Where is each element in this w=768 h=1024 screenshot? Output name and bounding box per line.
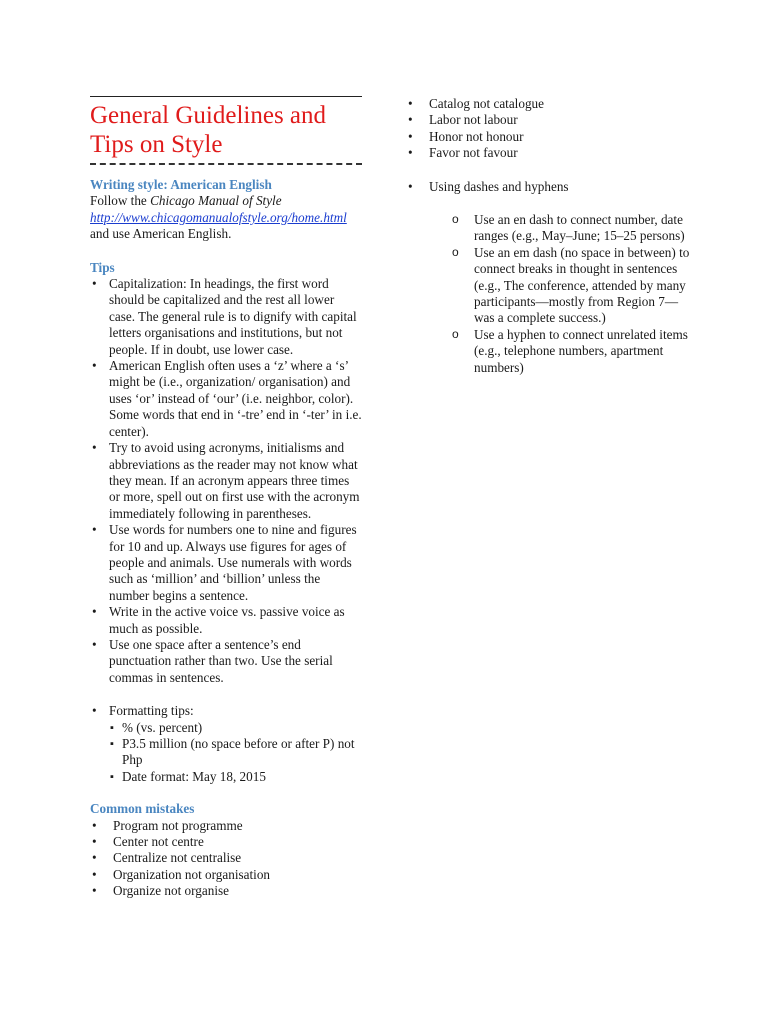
common-mistakes-list — [90, 818, 362, 900]
right-column — [406, 96, 696, 376]
title-top-rule — [90, 96, 362, 97]
tips-heading: Tips — [90, 259, 115, 275]
dash-rule-item: o Use a hyphen to connect unrelated items (e.g., telephone numbers, apartment numbers) — [452, 327, 696, 376]
formatting-tips-item — [90, 703, 362, 719]
dash-rule-item: o Use an en dash to connect number, date ranges (e.g., May–June; 15–25 persons) — [452, 212, 696, 245]
tip-item: • American English often uses a ‘z’ where a ‘s’ might be (i.e., organization/ organisation) and uses ‘or’ instead of ‘our’ (i.e. neighbor, color). Some words that end in ‘-tre’ end in ‘-ter’ in i.e. center). — [90, 358, 362, 440]
dash-rule-item: o Use an em dash (no space in between) to connect breaks in thought in sentences (e.g., The conference, attended by many participants—mostly from Region 7—was a complete success.) — [452, 245, 696, 327]
page-title: General Guidelines and Tips on Style — [90, 102, 327, 158]
mistake-item: • Organization not organisation — [90, 867, 362, 883]
mistake-item: • Centralize not centralise — [90, 850, 362, 866]
mistake-item: • Organize not organise — [90, 883, 362, 899]
mistake-item: • Program not programme — [90, 818, 362, 834]
spelling-item: • Favor not favour — [406, 145, 696, 161]
left-column — [90, 96, 362, 900]
manual-name: Chicago Manual of Style — [150, 193, 282, 209]
formatting-subitem: ▪ P3.5 million (no space before or after P) not Php — [109, 736, 362, 769]
tip-item: • Try to avoid using acronyms, initialisms and abbreviations as the reader may not know what they mean. If an acronym appears three times or more, spell out on first use with the acronym immediately following in parentheses. — [90, 440, 362, 522]
tips-list — [90, 276, 362, 686]
follow-prefix: Follow the — [90, 193, 151, 209]
title-dashed-rule — [90, 163, 362, 165]
tip-item: • Use one space after a sentence’s end punctuation rather than two. Use the serial commas in sentences. — [90, 637, 362, 686]
dash-rules-list — [452, 212, 696, 376]
spelling-list — [406, 96, 696, 162]
writing-style-suffix: and use American English. — [90, 226, 232, 242]
chicago-manual-link[interactable]: http://www.chicagomanualofstyle.org/home.html — [90, 209, 347, 225]
dashes-item: • Using dashes and hyphens — [406, 179, 696, 195]
writing-style-heading: Writing style: American English — [90, 177, 272, 192]
spelling-item: • Labor not labour — [406, 112, 696, 128]
tip-item: • Use words for numbers one to nine and figures for 10 and up. Always use figures for ages of people and animals. Use numerals with words such as ‘million’ and ‘billion’ unless the number begins a sentence. — [90, 522, 362, 604]
formatting-sublist — [109, 720, 362, 786]
formatting-tips-list — [90, 703, 362, 719]
tip-item: • Capitalization: In headings, the first word should be capitalized and the rest all lower case. The general rule is to dignify with capital letters organisations and institutions, but not people. If in doubt, use lower case. — [90, 276, 362, 358]
mistake-item: • Center not centre — [90, 834, 362, 850]
formatting-subitem: ▪ Date format: May 18, 2015 — [109, 769, 362, 785]
formatting-tips-label: Formatting tips: — [109, 703, 194, 719]
dashes-list — [406, 179, 696, 195]
tip-item: • Write in the active voice vs. passive voice as much as possible. — [90, 604, 362, 637]
writing-style-text — [90, 193, 362, 242]
formatting-subitem: ▪ % (vs. percent) — [109, 720, 362, 736]
spelling-item: • Catalog not catalogue — [406, 96, 696, 112]
spelling-item: • Honor not honour — [406, 129, 696, 145]
common-mistakes-heading: Common mistakes — [90, 801, 195, 817]
